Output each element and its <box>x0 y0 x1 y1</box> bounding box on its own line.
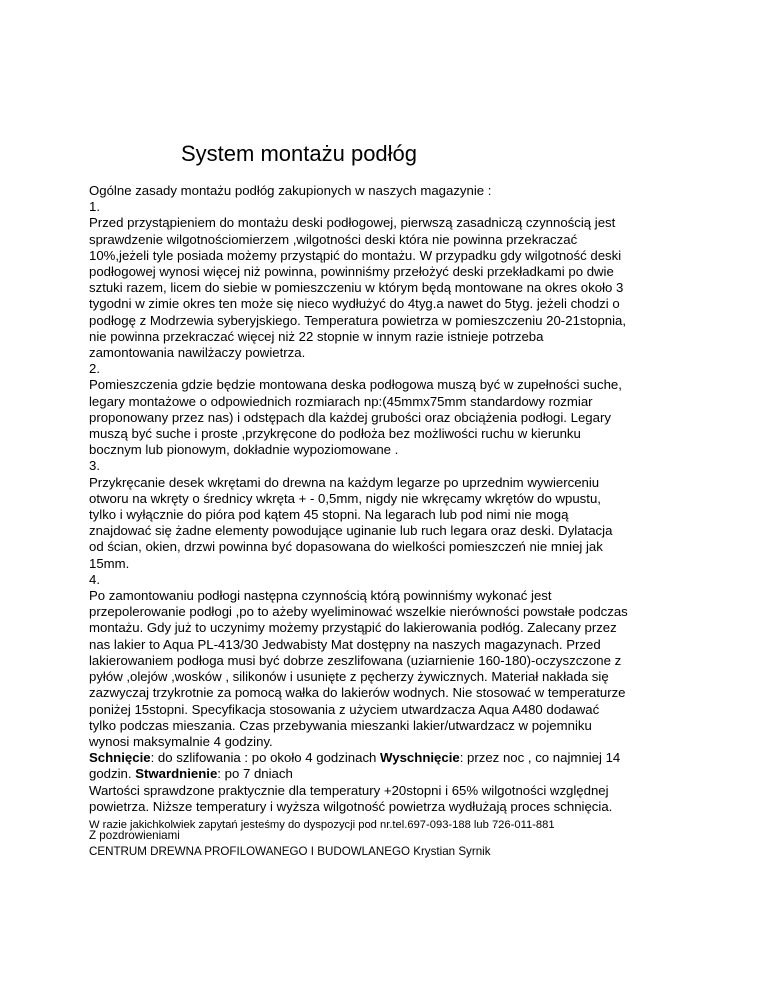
body-line: Ogólne zasady montażu podłóg zakupionych w naszych magazynie : <box>89 183 492 198</box>
body-line: lakierowaniem podłoga musi być dobrze zeszlifowana (uziarnienie 160-180)-oczyszczone z <box>89 652 622 668</box>
body-line: proponowany przez nas) i odstępach dla każdej grubości oraz obciążenia podłogi. Legary <box>89 409 611 425</box>
body-line: 15mm. <box>89 555 130 571</box>
body-paragraphs <box>89 183 689 750</box>
body-line: 1. <box>89 199 100 215</box>
body-line: Przed przystąpieniem do montażu deski podłogowej, pierwszą zasadniczą czynnością jest <box>89 215 616 231</box>
document-title: System montażu podłóg <box>181 141 418 166</box>
drying-info-line-1 <box>89 750 689 766</box>
body-line: Pomieszczenia gdzie będzie montowana deska podłogowa muszą być w zupełności suche, <box>89 377 622 393</box>
body-line: montażu. Gdy już to uczynimy możemy przystąpić do lakierowania podłóg. Zalecany przez <box>89 620 617 636</box>
body-line: nas lakier to Aqua PL-413/30 Jedwabisty Mat dostępny na naszych magazynach. Przed <box>89 636 601 652</box>
hours-text: godzin. <box>89 766 136 782</box>
dry-through-label: Wyschnięcie <box>380 750 460 766</box>
body-line: zamontowania nawilżaczy powietrza. <box>89 345 306 361</box>
closing-greeting: Z pozdrowieniami <box>89 829 180 842</box>
body-line: bocznym lub pionowym, dokładnie wypoziomowane . <box>89 442 399 458</box>
hardening-text: : po 7 dniach <box>217 766 293 782</box>
body-line: znajdować się żadne elementy powodujące uginanie lub ruch legara oraz deski. Dylatacja <box>89 523 613 539</box>
body-line: tylko i wyłącznie do pióra pod kątem 45 stopni. Na legarach lub pod nimi nie mogą <box>89 507 569 523</box>
body-line: muszą być suche i proste ,przykręcone do podłoża bez możliwości ruchu w kierunku <box>89 426 581 442</box>
conditions-line-2: powietrza. Niższe temperatury i wyższa wilgotność powietrza wydłużają proces schnięcia. <box>89 798 613 814</box>
drying-label: Schnięcie <box>89 750 151 766</box>
body-line: wynosi maksymalnie 4 godziny. <box>89 733 273 749</box>
body-line: tygodni w zimie okres ten może się nieco wydłużyć do 4tyg.a nawet do 5tyg. jeżeli chodzi o <box>89 296 620 312</box>
drying-text: : do szlifowania : po około 4 godzinach <box>150 750 381 766</box>
dry-through-text: : przez noc , co najmniej 14 <box>459 750 621 766</box>
body-line: podłogowej wynosi więcej niż powinna, powinniśmy przełożyć deski przekładkami po dwie <box>89 264 614 280</box>
conditions-line-1: Wartości sprawdzone praktycznie dla temperatury +20stopni i 65% wilgotności względnej <box>89 782 609 798</box>
body-line: poniżej 15stopni. Specyfikacja stosowania z użyciem utwardzacza Aqua A480 dodawać <box>89 701 600 717</box>
body-line: 4. <box>89 571 100 587</box>
body-line: nie powinna przekraczać więcej niż 22 stopnie w innym razie istnieje potrzeba <box>89 328 544 344</box>
body-line: Po zamontowaniu podłogi następna czynnością którą powinniśmy wykonać jest <box>89 588 552 604</box>
body-line: Przykręcanie desek wkrętami do drewna na każdym legarze po uprzednim wywierceniu <box>89 474 600 490</box>
body-line: sztuki razem, licem do siebie w pomieszczeniu w którym będą montowane na okres około 3 <box>89 280 624 296</box>
body-line: tylko podczas mieszania. Czas przebywania mieszanki lakier/utwardzacz w pojemniku <box>89 717 592 733</box>
body-line: 2. <box>89 361 100 377</box>
contact-line: W razie jakichkolwiek zapytań jesteśmy do dyspozycji pod nr.tel.697-093-188 lub 726-011-881 <box>89 818 555 831</box>
body-line: od ścian, okien, drzwi powinna być dopasowana do wielkości pomieszczeń nie mniej jak <box>89 539 603 555</box>
body-line: sprawdzenie wilgotnościomierzem ,wilgotności deski która nie powinna przekraczać <box>89 231 578 247</box>
closing-block <box>89 828 491 860</box>
body-line: otworu na wkręty o średnicy wkręta + - 0,5mm, nigdy nie wkręcamy wkrętów do wpustu, <box>89 490 601 506</box>
closing-company: CENTRUM DREWNA PROFILOWANEGO I BUDOWLANEGO Krystian Syrnik <box>89 845 491 858</box>
body-line: legary montażowe o odpowiednich rozmiarach np:(45mmx75mm standardowy rozmiar <box>89 393 593 409</box>
body-line: 3. <box>89 458 100 474</box>
drying-info-line-2 <box>89 766 689 782</box>
document-body <box>89 183 689 833</box>
hardening-label: Stwardnienie <box>135 766 218 782</box>
body-line: przepolerowanie podłogi ,po to ażeby wyeliminować wszelkie nierówności powstałe podczas <box>89 604 628 620</box>
body-line: zazwyczaj trzykrotnie za pomocą wałka do lakierów wodnych. Nie stosować w temperaturze <box>89 685 626 701</box>
body-line: pyłów ,olejów ,wosków , silikonów i usunięte z pęcherzy żywicznych. Materiał nakłada się <box>89 669 609 685</box>
body-line: 10%,jeżeli tyle posiada możemy przystąpić do montażu. W przypadku gdy wilgotność deski <box>89 247 622 263</box>
body-line: podłogę z Modrzewia syberyjskiego. Temperatura powietrza w pomieszczeniu 20-21stopnia, <box>89 312 627 328</box>
